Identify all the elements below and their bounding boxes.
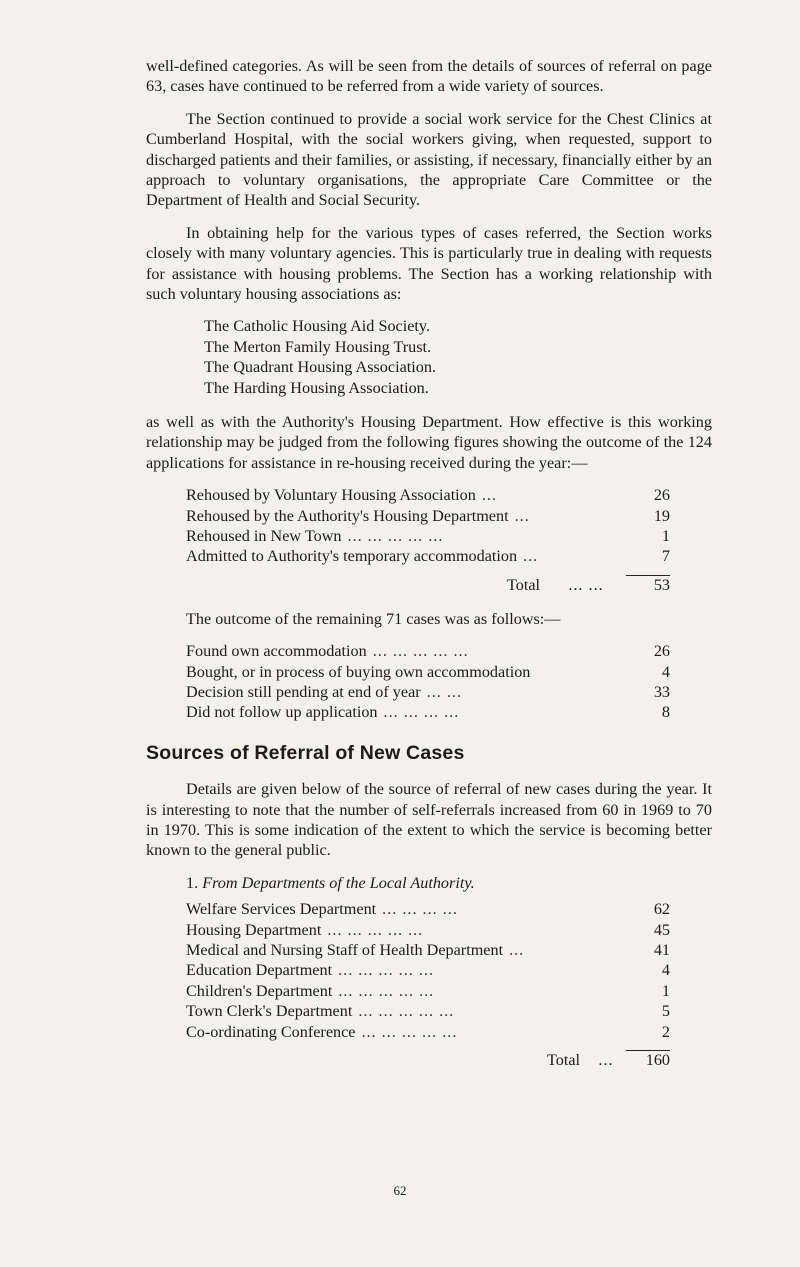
total-label: Total — [546, 1050, 580, 1069]
row-value: 26 — [653, 486, 670, 505]
row-label: Welfare Services Department — [186, 900, 377, 919]
row-label: Found own accommodation — [186, 642, 367, 661]
table-row — [186, 506, 670, 526]
leader-dots: ... — [509, 941, 525, 959]
row-value: 8 — [661, 703, 670, 722]
row-label: Rehoused by Voluntary Housing Association — [186, 486, 476, 505]
row-value: 2 — [661, 1022, 670, 1041]
row-value: 19 — [653, 506, 670, 525]
total-value: 53 — [653, 575, 670, 594]
row-value: 45 — [653, 920, 670, 939]
table-row — [186, 662, 670, 682]
leader-dots: ... ... ... ... — [382, 900, 458, 919]
section-heading: Sources of Referral of New Cases — [146, 741, 465, 764]
table-row — [186, 940, 670, 960]
table-row — [186, 485, 670, 505]
paragraph-intro: well-defined categories. As will be seen from the details of sources of referral on page 63, cases have continued to be referred from a wide variety of sources. — [146, 57, 712, 96]
remaining-cases-table — [186, 641, 670, 723]
total-label: Total — [506, 575, 540, 594]
paragraph-chest-clinics: The Section continued to provide a social work service for the Chest Clinics at Cumberland Hospital, with the social workers giving, when requested, support to discharged patients and their families, or assisting, if necessary, financially either by an approach to voluntary organisations, the appropriate Care Committee or the Department of Health and Social Security. — [146, 109, 712, 210]
paragraph-remaining-cases: The outcome of the remaining 71 cases was as follows:— — [186, 609, 561, 628]
row-label: Co-ordinating Conference — [186, 1022, 356, 1041]
table-row — [186, 899, 670, 919]
table-row — [186, 526, 670, 546]
table-row — [186, 920, 670, 940]
total-row — [186, 1050, 670, 1072]
row-label: Education Department — [186, 961, 333, 980]
leader-dots: ... ... — [426, 683, 462, 701]
row-value: 26 — [653, 642, 670, 661]
row-label: Rehoused by the Authority's Housing Department — [186, 506, 509, 525]
row-label: Rehoused in New Town — [186, 527, 342, 546]
row-value: 62 — [653, 900, 670, 919]
row-label: Admitted to Authority's temporary accommodation — [186, 547, 518, 566]
table-row — [186, 981, 670, 1001]
paragraph-referral-details: Details are given below of the source of referral of new cases during the year. It is interesting to note that the number of self-referrals increased from 60 in 1969 to 70 in 1970. This is some indication of the extent to which the service is becoming better known to the general public. — [146, 780, 712, 860]
leader-dots: ... ... ... ... ... — [338, 961, 434, 980]
page-number: 62 — [393, 1183, 407, 1198]
rehousing-table — [186, 485, 670, 597]
leader-dots: ... ... ... ... ... — [338, 981, 435, 1000]
subheading — [186, 873, 712, 893]
table-row — [186, 641, 670, 661]
total-row — [186, 575, 670, 597]
table-row — [186, 1022, 670, 1042]
row-label: Housing Department — [186, 920, 322, 939]
paragraph-voluntary-agencies: In obtaining help for the various types of cases referred, the Section works closely with many voluntary agencies. This is particularly true in dealing with requests for assistance with housing problems. The Section has a working relationship with such voluntary housing associations as: — [146, 223, 712, 304]
document-page — [146, 56, 712, 1072]
row-label: Children's Department — [186, 981, 333, 1000]
row-value: 1 — [661, 527, 670, 546]
association-item: The Merton Family Housing Trust. — [204, 337, 432, 356]
row-label: Town Clerk's Department — [186, 1002, 353, 1021]
row-value: 7 — [661, 547, 670, 566]
row-label: Medical and Nursing Staff of Health Department — [186, 941, 504, 959]
leader-dots: ... ... ... ... ... — [327, 920, 424, 939]
leader-dots: ... ... ... ... ... — [361, 1022, 458, 1041]
leader-dots: ... — [514, 506, 530, 525]
leader-dots: ... — [598, 1050, 614, 1069]
association-item: The Catholic Housing Aid Society. — [204, 317, 430, 336]
table-row — [186, 682, 670, 702]
row-value: 1 — [661, 981, 670, 1000]
leader-dots: ... ... ... ... ... — [372, 642, 469, 661]
table-row — [186, 960, 670, 980]
row-value: 33 — [653, 683, 670, 701]
row-value: 4 — [661, 662, 670, 681]
leader-dots: ... ... — [568, 575, 604, 594]
association-item: The Quadrant Housing Association. — [204, 358, 436, 377]
association-item: The Harding Housing Association. — [204, 378, 429, 397]
leader-dots: ... ... ... ... ... — [358, 1002, 455, 1021]
table-row — [186, 702, 670, 722]
table-row — [186, 546, 670, 566]
table-row — [186, 1001, 670, 1021]
subheading-number: 1. — [186, 873, 199, 892]
referrals-table — [186, 899, 670, 1072]
leader-dots: ... ... ... ... — [383, 703, 460, 722]
paragraph-housing-outcome: as well as with the Authority's Housing Department. How effective is this working relationship may be judged from the following figures showing the outcome of the 124 applications for assistance in re-housing received during the year:— — [146, 413, 712, 472]
leader-dots: ... — [481, 486, 498, 505]
row-value: 41 — [653, 941, 670, 959]
row-label: Decision still pending at end of year — [186, 683, 421, 701]
row-label: Did not follow up application — [186, 703, 378, 722]
housing-associations-list — [204, 316, 712, 398]
leader-dots: ... — [523, 547, 539, 566]
row-value: 4 — [661, 961, 670, 980]
row-value: 5 — [661, 1002, 670, 1021]
leader-dots: ... ... ... ... ... — [347, 527, 444, 546]
row-label: Bought, or in process of buying own accommodation — [186, 662, 531, 681]
subheading-text: From Departments of the Local Authority. — [202, 873, 475, 892]
total-value: 160 — [645, 1050, 670, 1069]
